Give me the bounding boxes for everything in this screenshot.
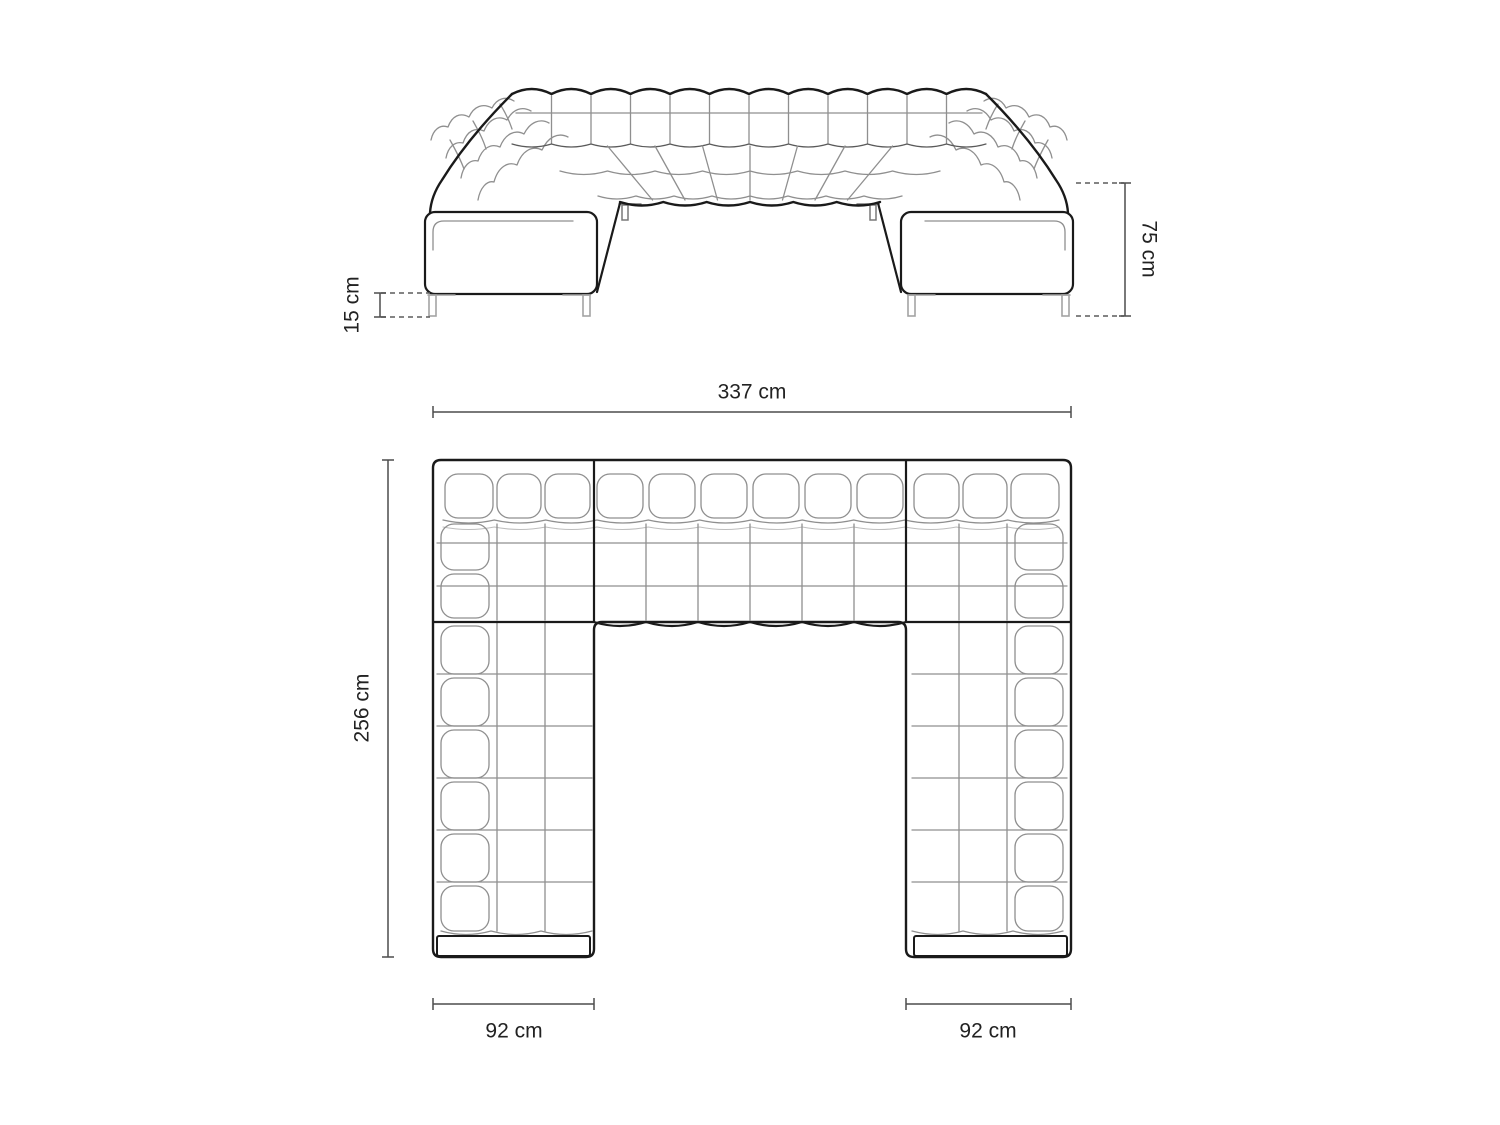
dimension-overall-depth (351, 460, 395, 957)
front-elevation-view (425, 89, 1073, 316)
center-seat-front-edge (620, 202, 880, 206)
front-right-side-section (857, 94, 1073, 316)
front-left-arm-panel (425, 212, 597, 294)
dimension-total-height (1076, 183, 1161, 316)
backrest-bottom-scallop (512, 144, 986, 147)
overall-width-label: 337 cm (717, 380, 787, 404)
front-left-back-edge (430, 94, 512, 213)
front-left-inner-edge (597, 203, 620, 292)
plan-center-front-scallop (594, 622, 906, 626)
front-left-side-section (425, 94, 641, 316)
plan-left-arm-plinth (437, 936, 590, 956)
left-arm-width-label: 92 cm (485, 1019, 543, 1043)
seat-fan-seams (608, 146, 893, 200)
dimension-left-arm-width (433, 998, 594, 1043)
sofa-top-edge (512, 89, 986, 94)
dimension-overall-width (433, 381, 1071, 419)
overall-depth-label: 256 cm (350, 673, 374, 743)
total-height-label: 75 cm (1137, 220, 1161, 278)
plan-view (433, 460, 1071, 957)
right-arm-width-label: 92 cm (959, 1019, 1017, 1043)
leg-height-label: 15 cm (340, 276, 364, 334)
dimension-right-arm-width (906, 998, 1071, 1043)
dimension-leg-height (341, 276, 431, 333)
back-vertical-seams (552, 96, 947, 143)
